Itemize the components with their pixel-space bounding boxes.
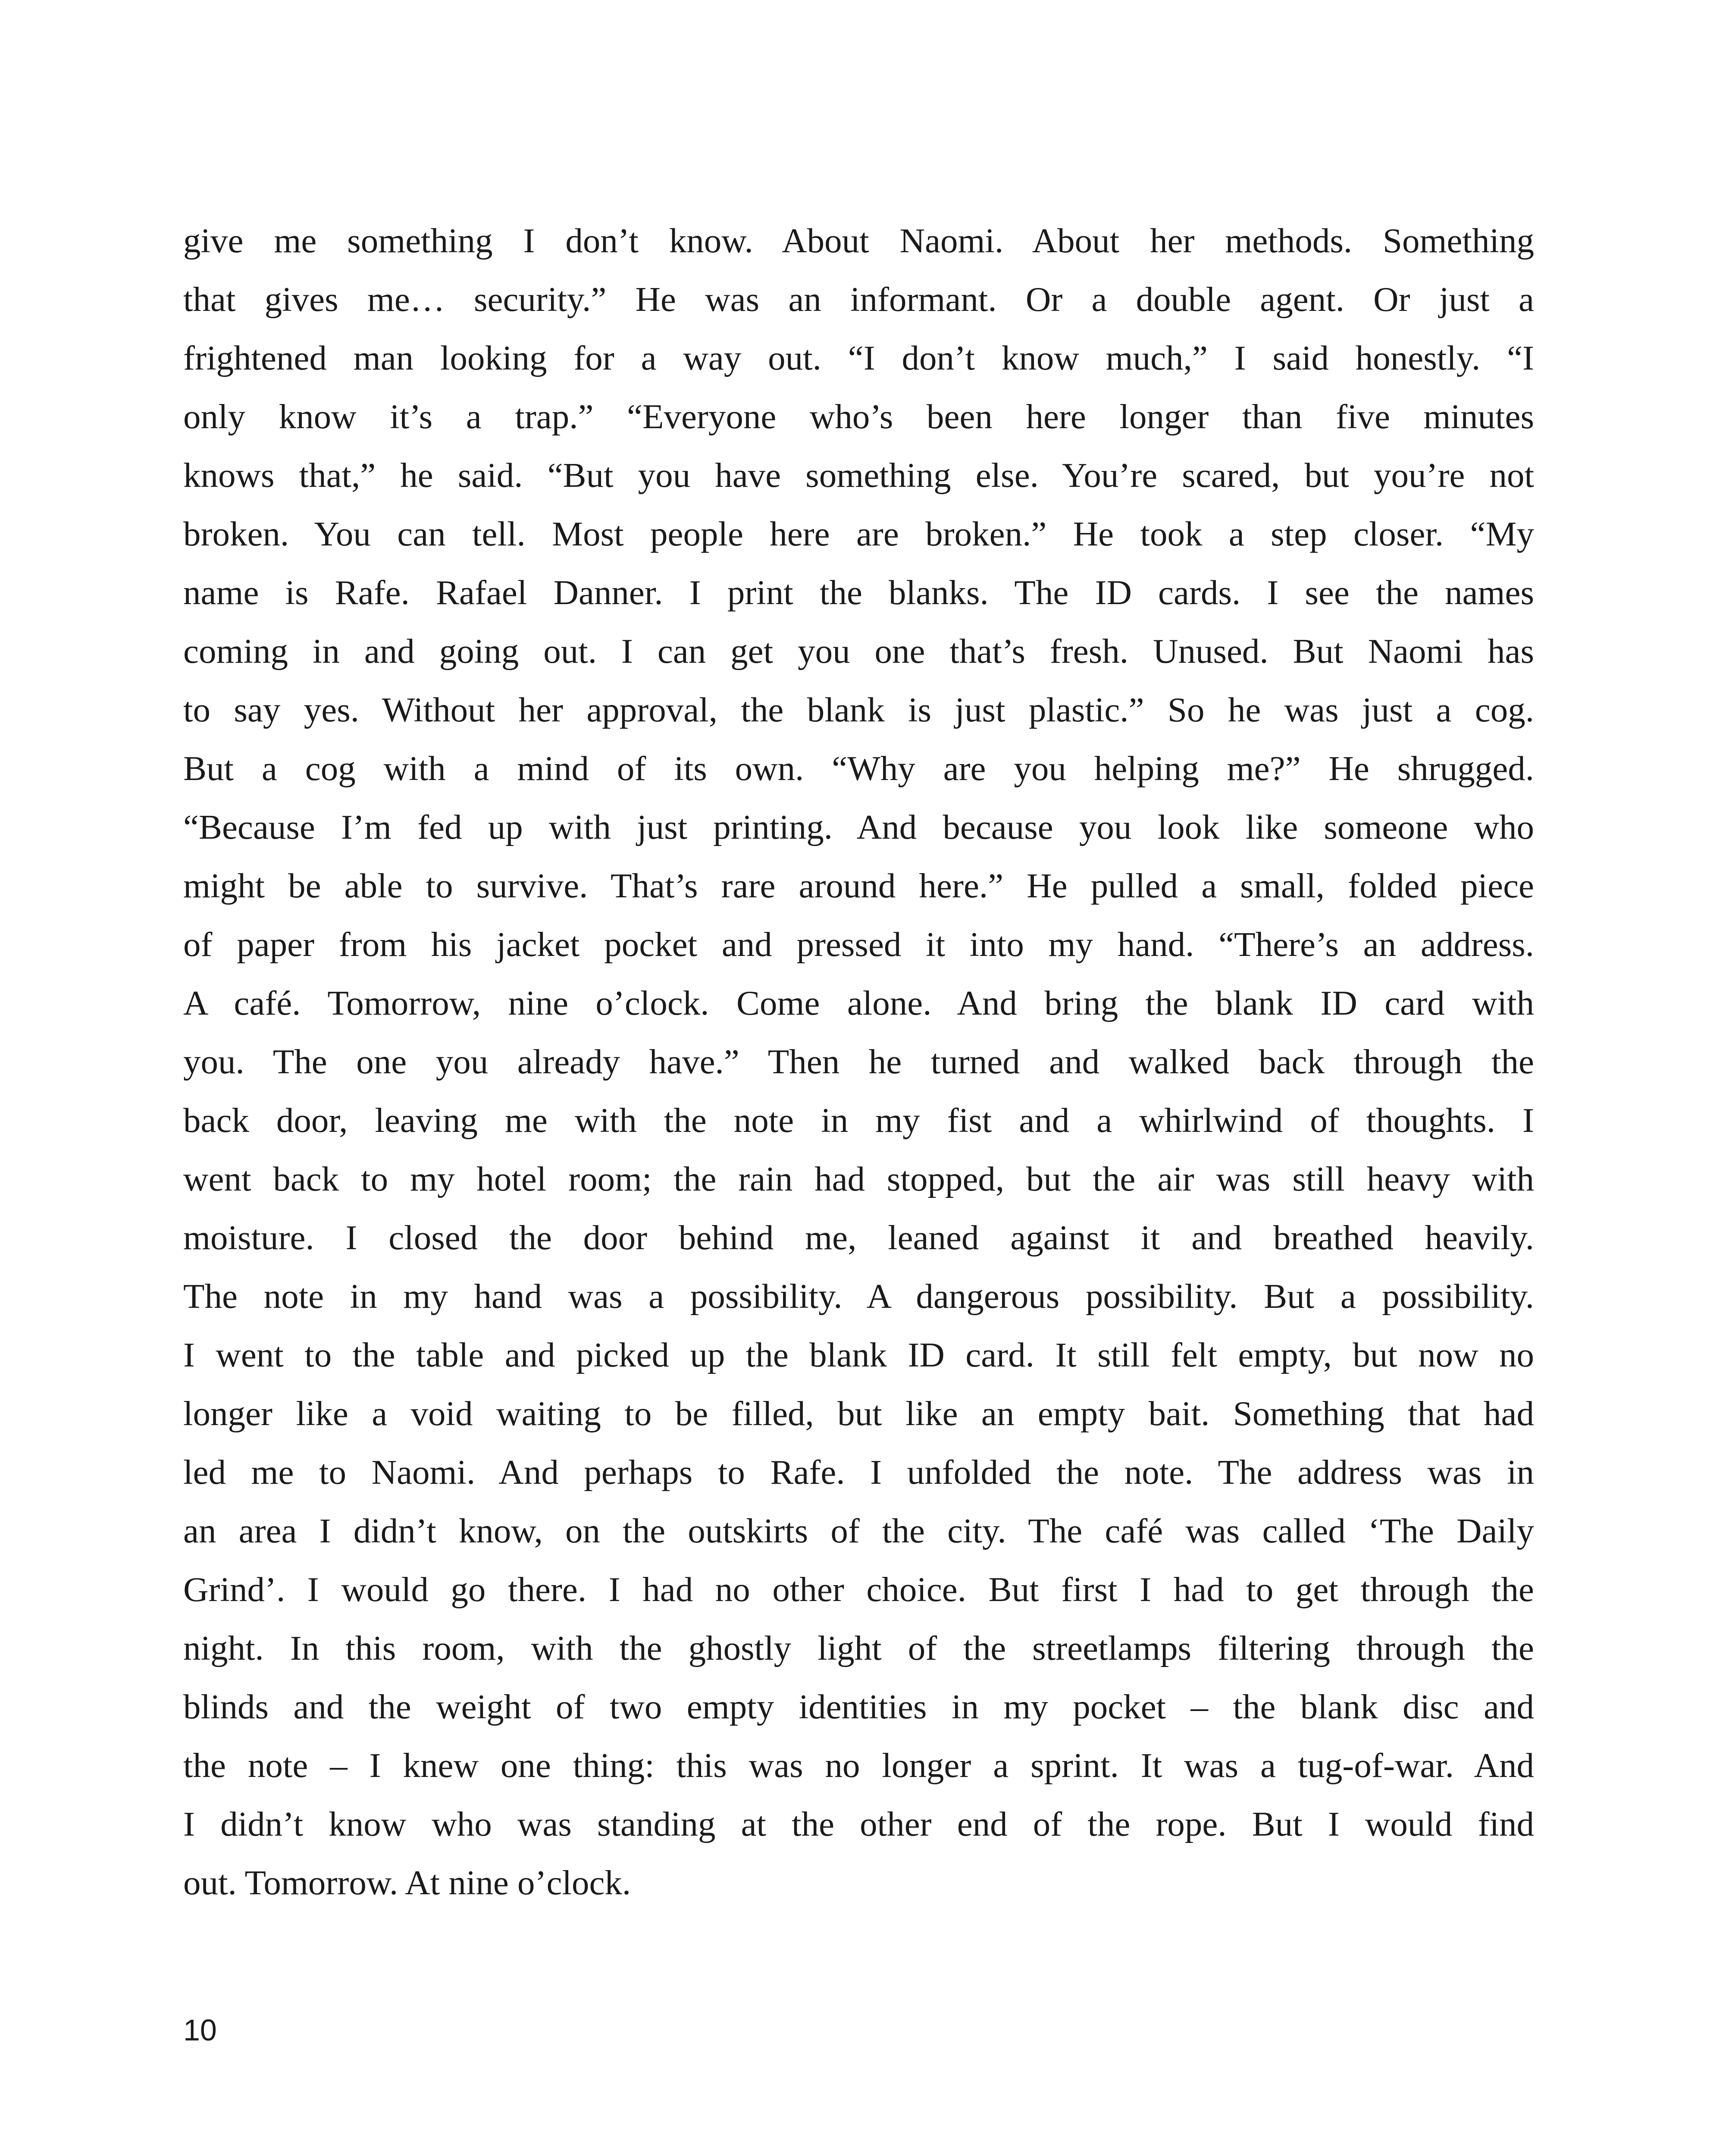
text-line: back door, leaving me with the note in my fist and a whirlwind of thoughts. I bbox=[183, 1101, 1534, 1140]
text-line: went back to my hotel room; the rain had stopped, but the air was still heavy with bbox=[183, 1159, 1534, 1198]
text-line: I didn’t know who was standing at the other end of the rope. But I would find bbox=[183, 1805, 1534, 1843]
page-number: 10 bbox=[183, 2013, 217, 2047]
text-line: A café. Tomorrow, nine o’clock. Come alone. And bring the blank ID card with bbox=[183, 984, 1534, 1022]
text-line: name is Rafe. Rafael Danner. I print the blanks. The ID cards. I see the names bbox=[183, 573, 1534, 612]
text-line: But a cog with a mind of its own. “Why are you helping me?” He shrugged. bbox=[183, 749, 1534, 788]
text-line: “Because I’m fed up with just printing. And because you look like someone who bbox=[183, 808, 1534, 846]
text-line: an area I didn’t know, on the outskirts of the city. The café was called ‘The Daily bbox=[183, 1511, 1534, 1550]
text-line: of paper from his jacket pocket and pressed it into my hand. “There’s an address. bbox=[183, 925, 1534, 964]
text-line: led me to Naomi. And perhaps to Rafe. I unfolded the note. The address was in bbox=[183, 1453, 1534, 1492]
text-line: coming in and going out. I can get you one that’s fresh. Unused. But Naomi has bbox=[183, 632, 1534, 671]
text-line: longer like a void waiting to be filled, but like an empty bait. Something that had bbox=[183, 1394, 1534, 1433]
text-line: The note in my hand was a possibility. A dangerous possibility. But a possibility. bbox=[183, 1277, 1534, 1316]
text-line: moisture. I closed the door behind me, leaned against it and breathed heavily. bbox=[183, 1218, 1534, 1257]
text-line: that gives me… security.” He was an informant. Or a double agent. Or just a bbox=[183, 280, 1534, 319]
text-line: to say yes. Without her approval, the blank is just plastic.” So he was just a cog. bbox=[183, 690, 1534, 729]
text-line: only know it’s a trap.” “Everyone who’s been here longer than five minutes bbox=[183, 397, 1534, 436]
text-line: I went to the table and picked up the blank ID card. It still felt empty, but now no bbox=[183, 1335, 1534, 1374]
text-line: give me something I don’t know. About Naomi. About her methods. Something bbox=[183, 221, 1534, 260]
text-line: blinds and the weight of two empty identities in my pocket – the blank disc and bbox=[183, 1687, 1534, 1726]
text-line: broken. You can tell. Most people here are broken.” He took a step closer. “My bbox=[183, 514, 1534, 553]
text-line: might be able to survive. That’s rare around here.” He pulled a small, folded piece bbox=[183, 866, 1534, 905]
text-line: the note – I knew one thing: this was no longer a sprint. It was a tug-of-war. And bbox=[183, 1746, 1534, 1785]
body-text bbox=[183, 211, 1534, 1912]
text-line: knows that,” he said. “But you have something else. You’re scared, but you’re not bbox=[183, 456, 1534, 495]
text-line: Grind’. I would go there. I had no other choice. But first I had to get through the bbox=[183, 1570, 1534, 1609]
text-line-last: out. Tomorrow. At nine o’clock. bbox=[183, 1863, 631, 1902]
text-line: you. The one you already have.” Then he turned and walked back through the bbox=[183, 1042, 1534, 1081]
text-line: night. In this room, with the ghostly light of the streetlamps filtering through the bbox=[183, 1629, 1534, 1667]
text-line: frightened man looking for a way out. “I don’t know much,” I said honestly. “I bbox=[183, 338, 1534, 377]
